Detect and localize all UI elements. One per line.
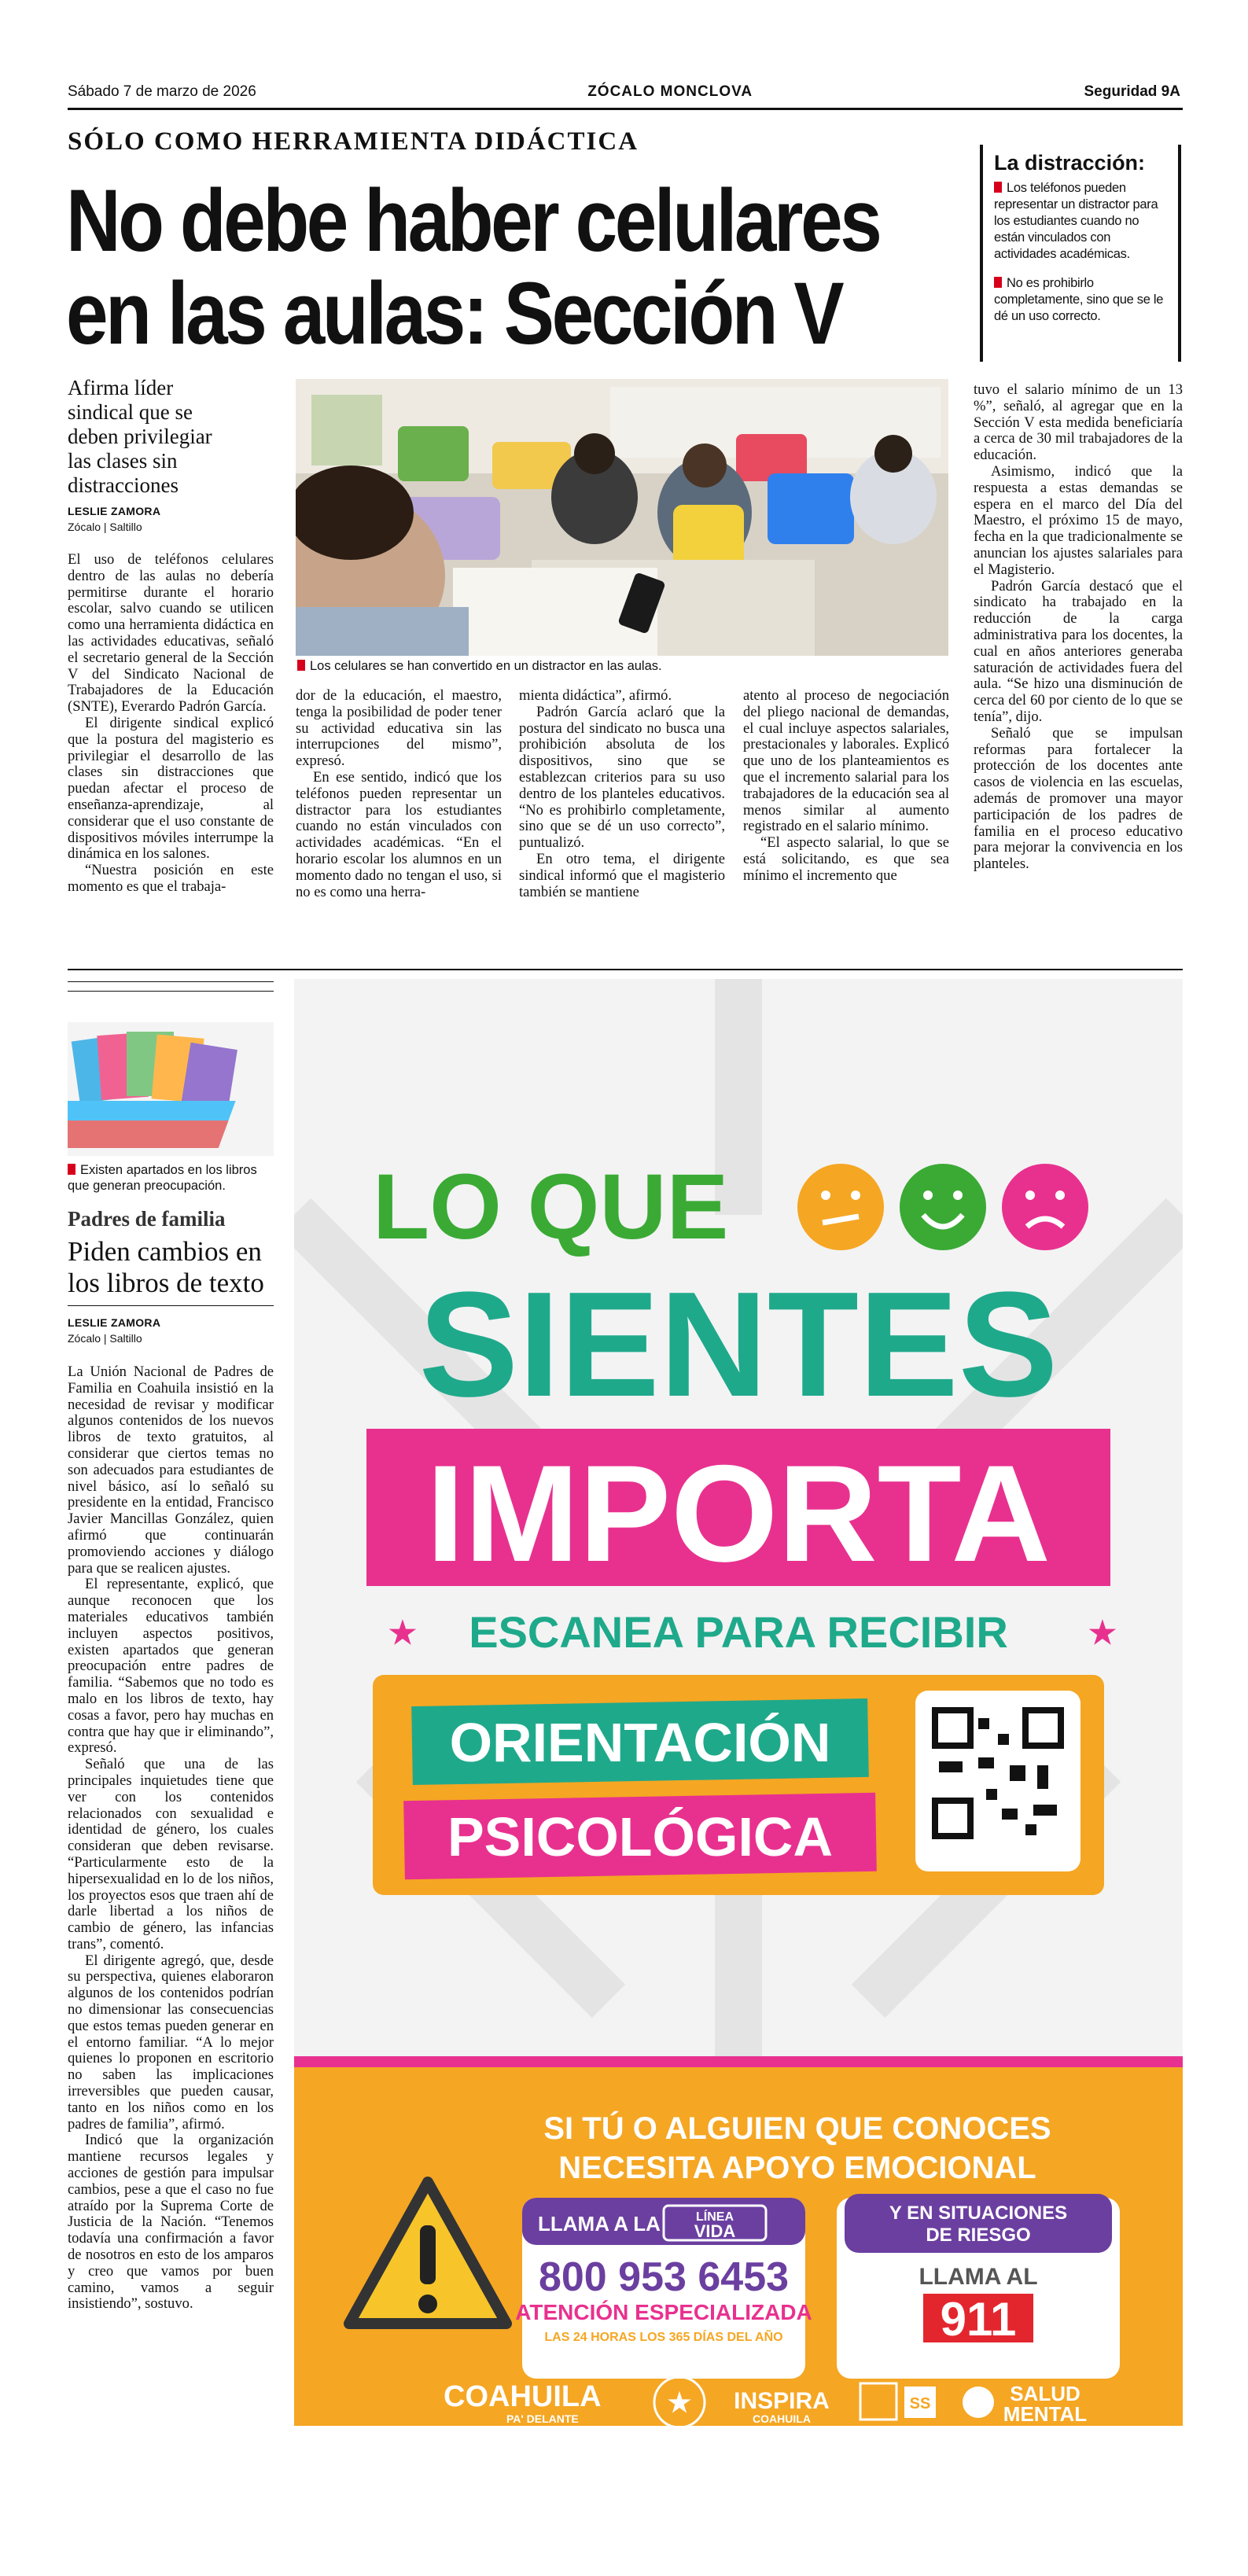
ad-help-line-1: SI TÚ O ALGUIEN QUE CONOCES — [543, 2111, 1051, 2146]
bullet-icon — [297, 660, 305, 671]
coahuila-logo: COAHUILA — [444, 2380, 602, 2413]
star-icon: ★ — [667, 2388, 692, 2418]
folio-paper: ZÓCALO MONCLOVA — [587, 83, 753, 100]
sad-face-icon — [1002, 1164, 1088, 1250]
author: LESLIE ZAMORA — [68, 505, 161, 517]
folio-rule — [68, 108, 1183, 110]
qr-code-icon — [915, 1691, 1080, 1871]
salud-logo-2: MENTAL — [1003, 2402, 1088, 2426]
ad-riesgo-1: Y EN SITUACIONES — [889, 2202, 1068, 2224]
ad-artwork — [294, 979, 1183, 2426]
body-column-3 — [519, 688, 725, 900]
star-icon: ★ — [388, 1616, 417, 1650]
sidebar-item — [994, 180, 1167, 263]
paragraph: El uso de teléfonos celulares dentro de las aulas no debería permitirse durante el horario escolar, salvo cuando se utilicen como una herramienta didáctica en las actividades educativas, señaló el secretario general de la Sección V del Sindicato Nacional de Trabajadores de la Educación (SNTE), Everardo Padrón García. — [68, 551, 274, 716]
headline-line-2: en las aulas: Sección V — [66, 264, 842, 362]
textbooks-photo — [68, 1022, 274, 1156]
headline-line-1: No debe haber celulares — [66, 171, 880, 270]
classroom-photo — [296, 379, 948, 656]
ad-help-line-2: NECESITA APOYO EMOCIONAL — [558, 2151, 1036, 2185]
ad-llama-a-la: LLAMA A LA — [538, 2212, 661, 2236]
ad-sientes: SIENTES — [418, 1261, 1058, 1428]
happy-face-icon — [900, 1164, 986, 1250]
bullet-icon — [68, 1164, 75, 1175]
side-rule — [68, 1305, 274, 1306]
star-icon: ★ — [1088, 1616, 1117, 1650]
paragraph: dor de la educación, el maestro, tenga la posibilidad de poder tener su actividad educativa sin las interrupciones del mismo”, expresó. — [296, 687, 502, 770]
salud-mental-icon — [963, 2386, 994, 2418]
textbooks-photo-image — [68, 1022, 274, 1156]
paragraph: El dirigente agregó, que, desde su perspectiva, quienes elaboraron algunos de los contenidos podrían no dimensionar las consecuencias que estos temas pueden generar en el entorno familiar. “A lo mejor quienes lo proponen en escritorio no saben las implicaciones irreversibles que pueden causar, tanto en los niños como en los padres de familia”, afirmó. — [68, 1952, 274, 2133]
second-headline: Piden cambios en los libros de texto — [68, 1236, 264, 1298]
sidebar-item-text: Los teléfonos pueden representar un distractor para los estudiantes cuando no están vinculados con actividades académicas. — [994, 181, 1158, 261]
deck: Afirma líder sindical que se deben privilegiar las clases sin distracciones — [68, 376, 212, 497]
paragraph: tuvo el salario mínimo de un 13 %”, señaló, al agregar que en la Sección V esta medida beneficiaría a cerca de 30 mil trabajadores de la educación. — [974, 381, 1183, 464]
ad-llama-al: LLAMA AL — [919, 2264, 1038, 2290]
headline — [66, 171, 880, 362]
dateline: Zócalo | Saltillo — [68, 1332, 142, 1345]
inspira-logo: INSPIRA — [734, 2388, 830, 2414]
textbooks-caption — [68, 1162, 280, 1194]
side-rule — [68, 981, 274, 982]
sidebar-title: La distracción: — [994, 151, 1146, 175]
second-body-column — [68, 1364, 274, 2313]
second-kicker: Padres de familia — [68, 1207, 226, 1231]
caption-text: Los celulares se han convertido en un distractor en las aulas. — [310, 659, 662, 673]
ad-orientacion: ORIENTACIÓN — [449, 1712, 831, 1773]
paragraph: “Nuestra posición en este momento es que el trabaja- — [68, 862, 274, 895]
section-rule — [68, 969, 1183, 970]
sidebar-item — [994, 275, 1167, 325]
paragraph: “El aspecto salarial, lo que se está solicitando, es que sea mínimo el incremento que — [743, 834, 949, 884]
paragraph: Señaló que se impulsan reformas para fortalecer la protección de los docentes ante casos de violencia en las escuelas, además de promover una mayor participación de los padres de familia en el proceso educativo para mejorar la convivencia en los planteles. — [974, 724, 1183, 873]
second-byline — [68, 1315, 160, 1346]
paragraph: mienta didáctica”, afirmó. — [519, 687, 672, 704]
paragraph: Padrón García aclaró que la postura del sindicato no busca una prohibición absoluta de los dispositivos, sino que se establezcan criterios para su uso dentro de los planteles educativos. “No es prohibirlo completamente, sino que se dé un uso correcto”, puntualizó. — [519, 703, 725, 852]
paragraph: Padrón García destacó que el sindicato ha trabajado en la reducción de la carga administrativa para los docentes, la cual en años anteriores generaba saturación de actividades fuera del aula. “Se hizo una disminución de cerca del 60 por ciento de lo que se tenía”, dijo. — [974, 577, 1183, 725]
bullet-icon — [994, 182, 1002, 193]
ad-linea: LÍNEA — [696, 2210, 734, 2224]
dateline: Zócalo | Saltillo — [68, 521, 142, 533]
paragraph: En otro tema, el dirigente sindical informó que el magisterio también se mantiene — [519, 850, 725, 900]
coahuila-logo-tagline: PA' DELANTE — [506, 2412, 579, 2425]
author: LESLIE ZAMORA — [68, 1316, 161, 1329]
paragraph: El representante, explicó, que aunque reconocen que los materiales educativos también incluyen aspectos positivos, existen apartados que generan preocupación entre padres de familia. “Sabemos que no todo es malo en los libros de texto, hay cosas a favor, pero hay muchas en contra que hay que ir eliminando”, expresó. — [68, 1576, 274, 1757]
folio-date: Sábado 7 de marzo de 2026 — [68, 83, 256, 100]
classroom-photo-image — [296, 379, 948, 656]
ad-hours: LAS 24 HORAS LOS 365 DÍAS DEL AÑO — [544, 2331, 783, 2344]
caption-text: Existen apartados en los libros que generan preocupación. — [68, 1163, 257, 1193]
ad-atencion: ATENCIÓN ESPECIALIZADA — [515, 2300, 812, 2324]
paragraph: atento al proceso de negociación del pliego nacional de demandas, el cual incluye aspectos salariales, prestacionales y laborales. Explicó que uno de los planteamientos es que el incremento salarial para los trabajadores de la educación sea al menos similar al aumento registrado en el salario mínimo. — [743, 687, 949, 835]
neutral-face-icon — [797, 1164, 884, 1250]
sidebar-box — [980, 145, 1181, 362]
paragraph: En ese sentido, indicó que los teléfonos pueden representar un distractor para los estudiantes cuando no están vinculados con actividades académicas. “En el horario escolar los alumnos en un momento dado no tengan el uso, si no es como una herra- — [296, 768, 502, 900]
body-column-1 — [68, 552, 274, 896]
ad-psicologica: PSICOLÓGICA — [447, 1806, 834, 1868]
ad-vida: VIDA — [694, 2221, 736, 2241]
side-rule — [68, 991, 274, 992]
kicker: SÓLO COMO HERRAMIENTA DIDÁCTICA — [68, 127, 639, 156]
mental-health-ad — [294, 979, 1183, 2426]
folio — [68, 79, 1180, 105]
folio-section: Seguridad 9A — [1084, 83, 1180, 100]
ss-logo: SS — [909, 2395, 931, 2412]
paragraph: El dirigente sindical explicó que la postura del magisterio es privilegiar el desarrollo de las clases sin distracciones que puedan afectar el proceso de enseñanza-aprendizaje, al considerar que el uso constante de dispositivos móviles interrumpe la dinámica en los salones. — [68, 714, 274, 863]
body-column-4 — [743, 688, 949, 885]
photo-caption — [297, 659, 662, 674]
paragraph: Indicó que la organización mantiene recursos legales y acciones de gestión para impulsar cambios, pese a que el caso no fue atraído por la Suprema Corte de Justicia de la Nación. “Tenemos todavía una confirmación a favor de nosotros en esto de los amparos y creo que vamos por buen camino, vamos a seguir insistiendo”, sostuvo. — [68, 2132, 274, 2313]
ad-importa: IMPORTA — [426, 1437, 1051, 1591]
body-column-2 — [296, 688, 502, 900]
sidebar-item-text: No es prohibirlo completamente, sino que se le dé un uso correcto. — [994, 276, 1164, 323]
paragraph: Señaló que una de las principales inquietudes tiene que ver con los contenidos relacionados con sexualidad e identidad de género, los cuales consideran que deben revisarse. “Particularmente esto de la hipersexualidad en lo de los niños, los proyectos esos que traen ahí de darle libertad a los niños de cambio de género, las infancias trans”, comentó. — [68, 1756, 274, 1952]
paragraph: Asimismo, indicó que la respuesta a estas demandas se espera en el marco del Día del Maestro, el próximo 15 de mayo, fecha en la que tradicionalmente se anuncian los ajustes salariales para el Magisterio. — [974, 462, 1183, 578]
body-column-5 — [974, 382, 1183, 873]
byline — [68, 503, 160, 535]
ad-scan: ESCANEA PARA RECIBIR — [469, 1607, 1008, 1657]
paragraph: La Unión Nacional de Padres de Familia en Coahuila insistió en la necesidad de revisar y modificar algunos contenidos de los nuevos libros de texto gratuitos, al considerar que ciertos temas no son adecuados para estudiantes de nivel básico, así lo señaló su presidente en la entidad, Francisco Javier Mancillas González, quien afirmó que continuarán promoviendo acciones y diálogo para que se realicen ajustes. — [68, 1363, 274, 1577]
ad-lo-que: LO QUE — [373, 1155, 729, 1259]
ad-911: 911 — [940, 2293, 1017, 2346]
salud-logo-1: SALUD — [1010, 2382, 1080, 2405]
ad-phone: 800 953 6453 — [538, 2254, 790, 2300]
bullet-icon — [994, 277, 1002, 288]
ad-riesgo-2: DE RIESGO — [926, 2225, 1031, 2246]
inspira-logo-sub: COAHUILA — [753, 2412, 811, 2425]
